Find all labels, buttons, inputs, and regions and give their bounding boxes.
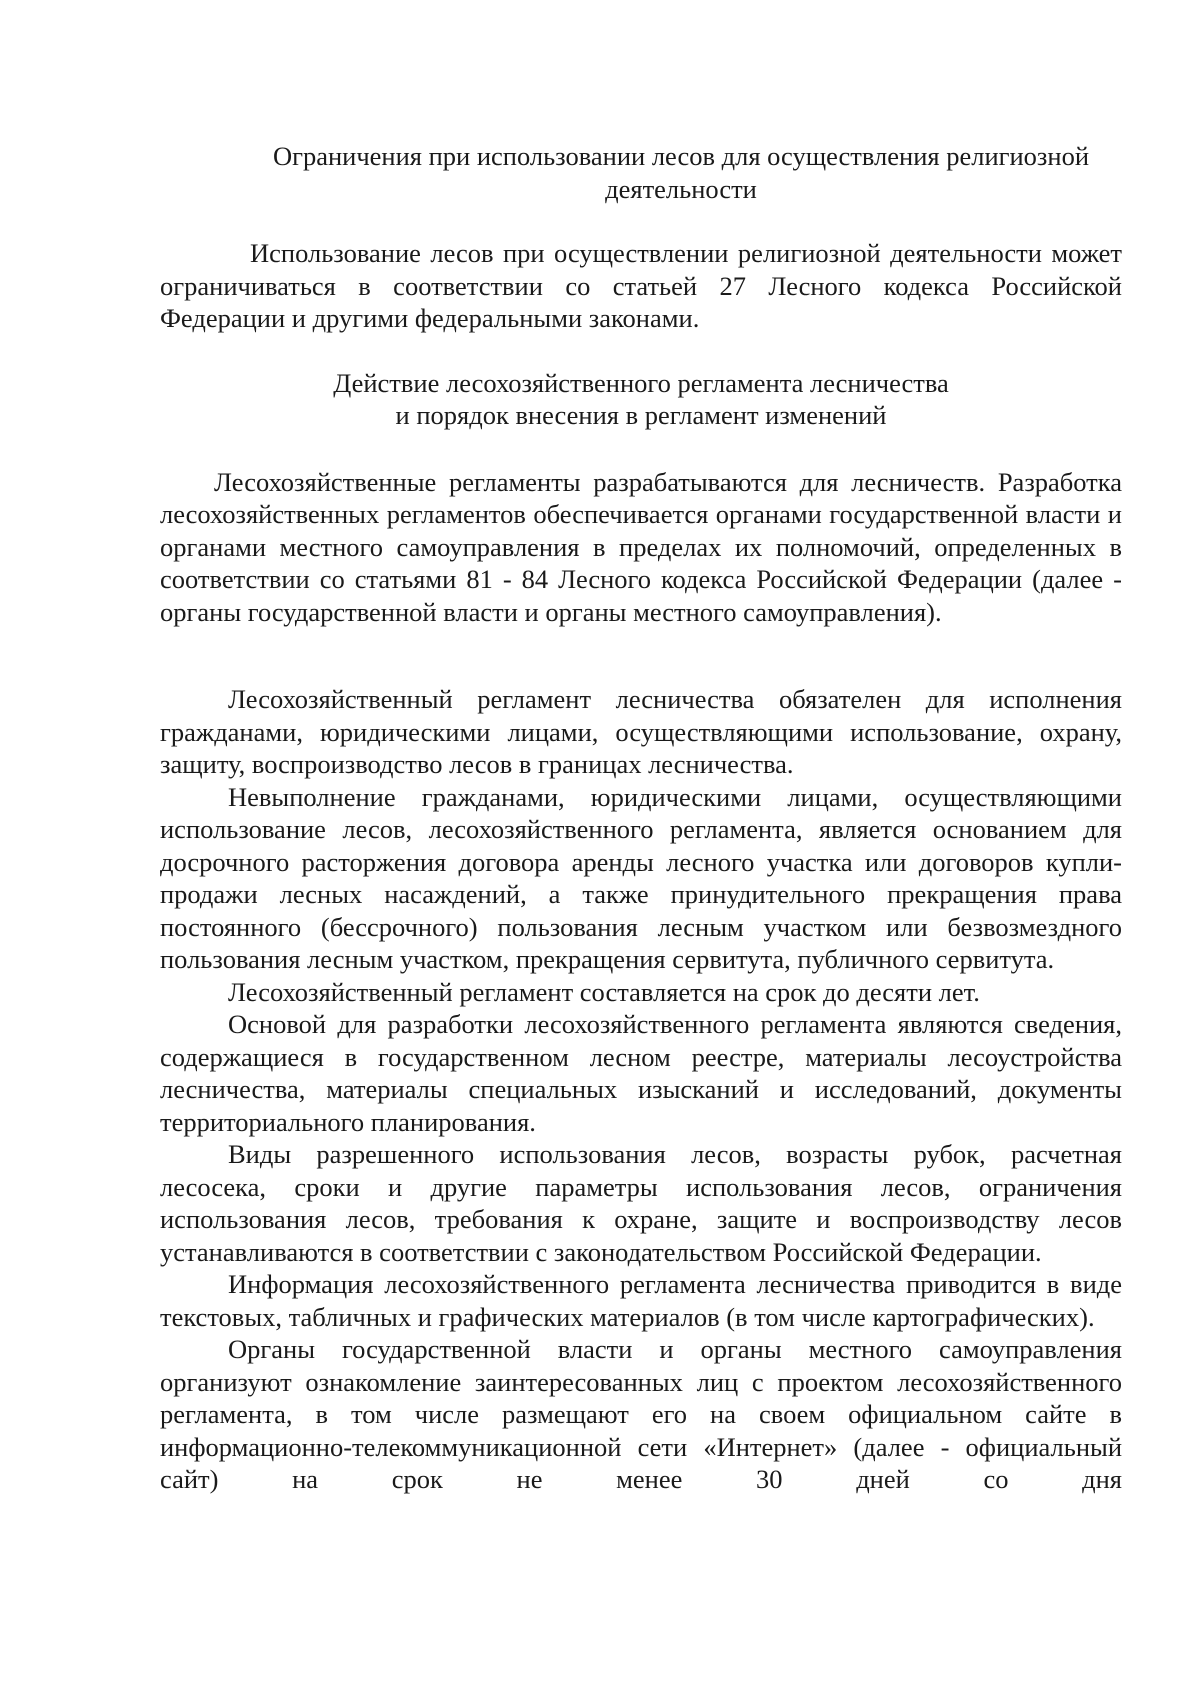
paragraph-regulation-term: Лесохозяйственный регламент составляется на срок до десяти лет. <box>228 976 980 1007</box>
paragraph-regulation-information: Информация лесохозяйственного регламента лесничества приводится в виде текстовых, табличных и графических материалов (в том числе картографических). <box>160 1269 1122 1332</box>
heading-line: Ограничения при использовании лесов для осуществления религиозной <box>272 141 1090 171</box>
section-heading-forestry-regulation <box>160 367 1122 432</box>
paragraph-permitted-uses: Виды разрешенного использования лесов, возрасты рубок, расчетная лесосека, сроки и другие параметры использования лесов, ограничения использования лесов, требования к охране, защите и воспроизводству лесов устанавливаются в соответствии с законодательством Российской Федерации. <box>160 1139 1122 1267</box>
heading-line: деятельности <box>605 173 757 204</box>
paragraph-non-compliance: Невыполнение гражданами, юридическими лицами, осуществляющими использование лесов, лесохозяйственного регламента, является основанием для досрочного расторжения договора аренды лесного участка или договоров купли-продажи лесных насаждений, а также принудительного прекращения права постоянного (бессрочного) пользования лесным участком или безвозмездного пользования лесным участком, прекращения сервитута, публичного сервитута. <box>160 781 1122 974</box>
paragraph-regulation-development: Лесохозяйственные регламенты разрабатываются для лесничеств. Разработка лесохозяйственных регламентов обеспечивается органами государственной власти и органами местного самоуправления в пределах их полномочий, определенных в соответствии со статьями 81 - 84 Лесного кодекса Российской Федерации (далее - органы государственной власти и органы местного самоуправления). <box>160 466 1122 627</box>
paragraph-regulation-mandatory: Лесохозяйственный регламент лесничества обязателен для исполнения гражданами, юридическими лицами, осуществляющими использование, охрану, защиту, воспроизводство лесов в границах лесничества. <box>160 684 1122 779</box>
section-heading-religious-activity <box>160 140 1122 205</box>
heading-line: и порядок внесения в регламент изменений <box>395 400 887 430</box>
paragraph-religious-use: Использование лесов при осуществлении религиозной деятельности может ограничиваться в соответствии со статьей 27 Лесного кодекса Российской Федерации и другими федеральными законами. <box>160 238 1122 333</box>
document-page <box>160 140 1122 1496</box>
paragraph-public-review: Органы государственной власти и органы местного самоуправления организуют ознакомление заинтересованных лиц с проектом лесохозяйственного регламента, в том числе размещают его на своем официальном сайте в информационно-телекоммуникационной сети «Интернет» (далее - официальный сайт) на срок не менее 30 дней со дня <box>160 1334 1122 1494</box>
heading-line: Действие лесохозяйственного регламента лесничества <box>333 367 949 398</box>
paragraph-regulation-basis: Основой для разработки лесохозяйственного регламента являются сведения, содержащиеся в государственном лесном реестре, материалы лесоустройства лесничества, материалы специальных изысканий и исследований, документы территориального планирования. <box>160 1009 1122 1137</box>
